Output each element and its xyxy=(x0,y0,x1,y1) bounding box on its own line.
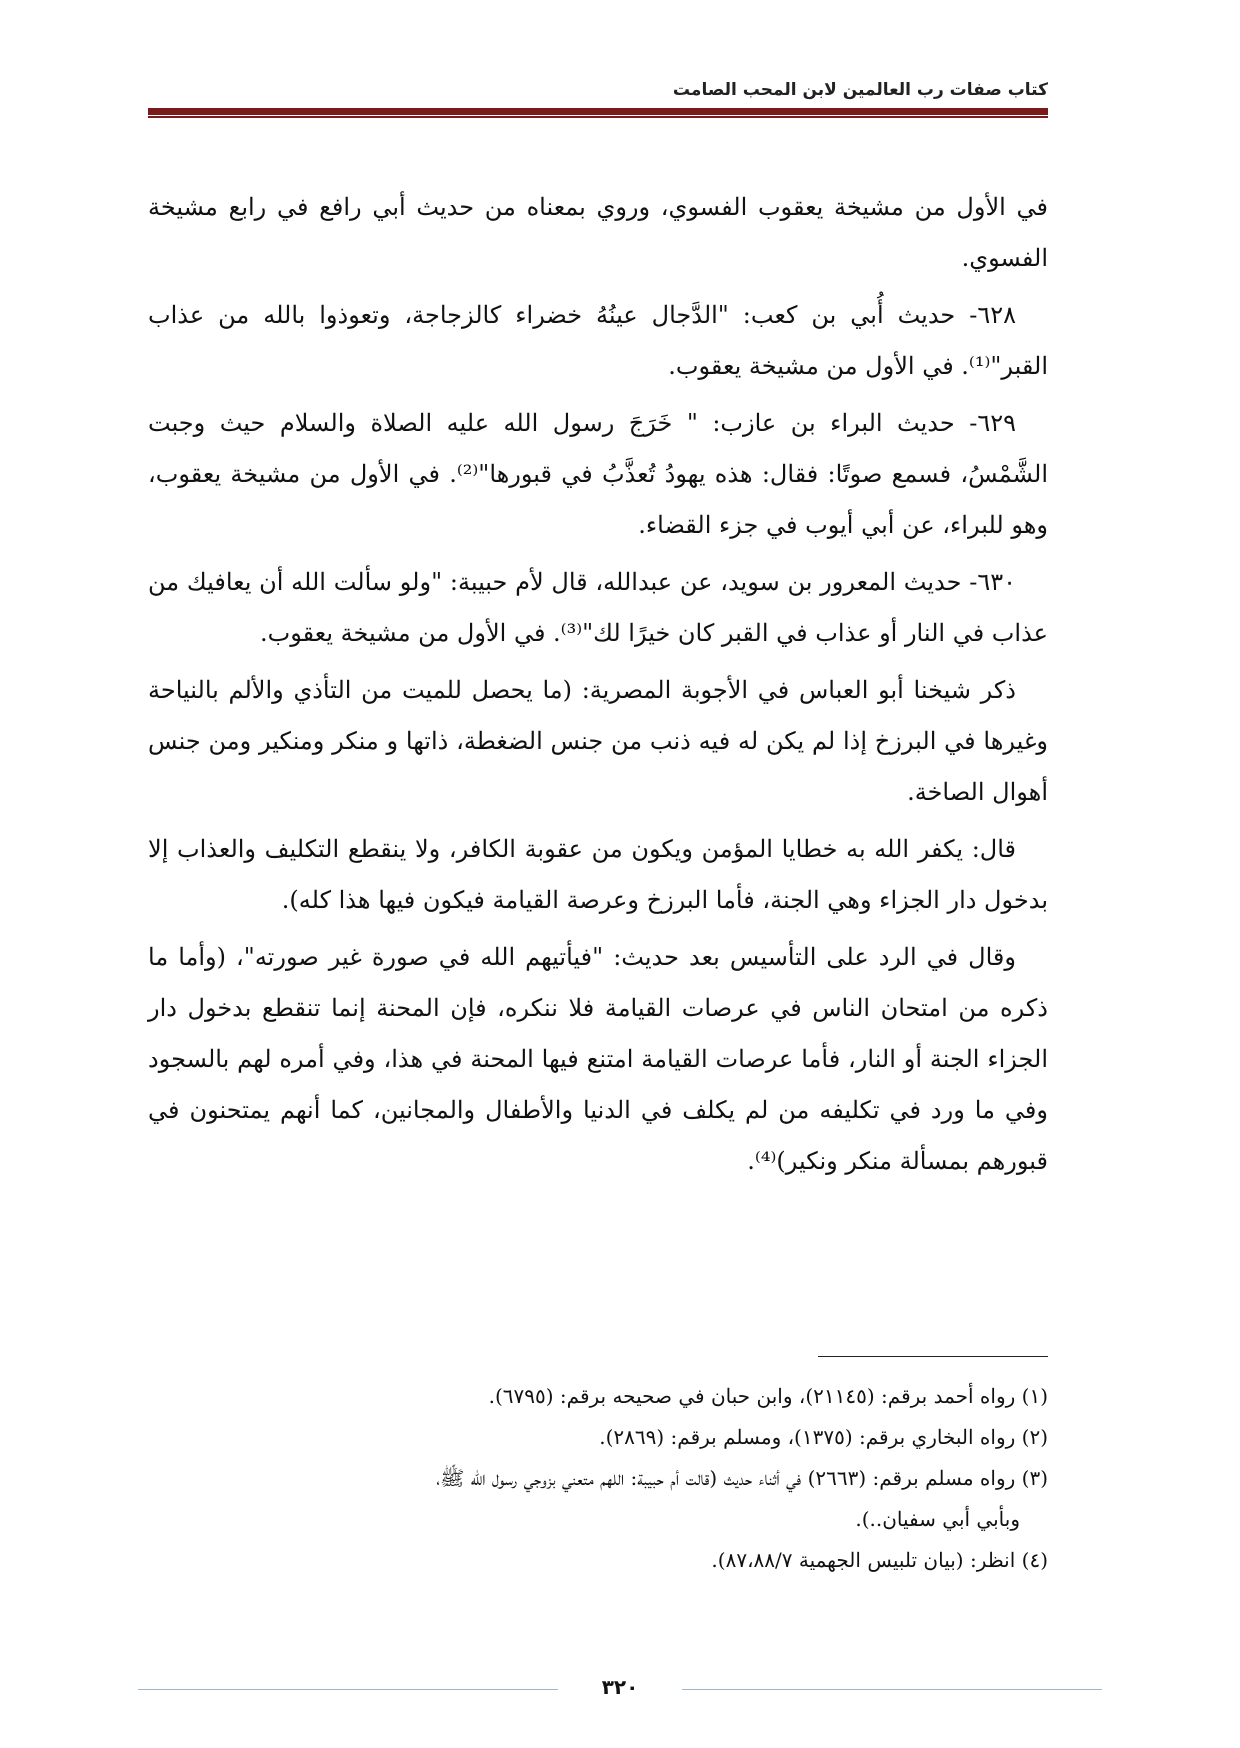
running-header: كتاب صفات رب العالمين لابن المحب الصامت xyxy=(672,80,1048,100)
paragraph-hadith-628: ٦٢٨- حديث أُبي بن كعب: "الدَّجال عينُهُ خضراء كالزجاجة، وتعوذوا بالله من عذاب القبر"⁽¹⁾. في الأول من مشيخة يعقوب. xyxy=(148,301,1048,380)
paragraph-ajwiba: ذكر شيخنا أبو العباس في الأجوبة المصرية: (ما يحصل للميت من التأذي والألم بالنياحة وغيرها في البرزخ إذا لم يكن له فيه ذنب من جنس الضغطة، ذاتها و منكر ومنكير ومن جنس أهوال الصاخة. xyxy=(148,676,1048,806)
paragraph-tasis: وقال في الرد على التأسيس بعد حديث: "فيأتيهم الله في صورة غير صورته"، (وأما ما ذكره من امتحان الناس في عرصات القيامة فلا ننكره، فإن المحنة إنما تنقطع بدخول دار الجزاء الجنة أو النار، فأما عرصات القيامة امتنع فيها المحنة في هذا، وفي أمره لهم بالسجود وفي ما ورد في تكليفه من لم يكلف في الدنيا والأطفال والمجانين، كما أنهم يمتحنون في قبورهم بمسألة منكر ونكير)⁽⁴⁾. xyxy=(148,943,1049,1175)
body-text xyxy=(148,182,1048,1193)
paragraph-1: في الأول من مشيخة يعقوب الفسوي، وروي بمعناه من حديث أبي رافع في رابع مشيخة الفسوي. xyxy=(148,193,1048,272)
footnote-3-continued: وبأبي أبي سفيان..). xyxy=(855,1507,1020,1531)
page-number: ٣٢٠ xyxy=(601,1675,639,1699)
footnote-1: (١) رواه أحمد برقم: (٢١١٤٥)، وابن حبان في صحيحه برقم: (٦٧٩٥). xyxy=(488,1384,1048,1408)
footnote-4: (٤) انظر: (بيان تلبيس الجهمية ٨٧،٨٨/٧). xyxy=(711,1548,1048,1572)
paragraph-hadith-630: ٦٣٠- حديث المعرور بن سويد، عن عبدالله، قال لأم حبيبة: "ولو سألت الله أن يعافيك من عذاب في النار أو عذاب في القبر كان خيرًا لك"⁽³⁾. في الأول من مشيخة يعقوب. xyxy=(148,568,1048,647)
header-rule xyxy=(148,108,1048,118)
footnote-separator xyxy=(818,1356,1048,1357)
footnote-2: (٢) رواه البخاري برقم: (١٣٧٥)، ومسلم برقم: (٢٨٦٩). xyxy=(599,1425,1048,1449)
footer-line-right xyxy=(682,1689,1102,1690)
footnote-3: (٣) رواه مسلم برقم: (٢٦٦٣) في أثناء حديث (قالت أم حبيبة: اللهم متعني بزوجي رسول الله ﷺ، xyxy=(436,1466,1048,1490)
footnotes xyxy=(148,1376,1048,1581)
footer-line-left xyxy=(138,1689,558,1690)
paragraph-qala: قال: يكفر الله به خطايا المؤمن ويكون من عقوبة الكافر، ولا ينقطع التكليف والعذاب إلا بدخول دار الجزاء وهي الجنة، فأما البرزخ وعرصة القيامة فيكون فيها هذا كله). xyxy=(148,835,1048,914)
paragraph-hadith-629: ٦٢٩- حديث البراء بن عازب: " خَرَجَ رسول الله عليه الصلاة والسلام حيث وجبت الشَّمْسُ، فسمع صوتًا: فقال: هذه يهودُ تُعذَّبُ في قبورها"⁽²⁾. في الأول من مشيخة يعقوب، وهو للبراء، عن أبي أيوب في جزء القضاء. xyxy=(148,409,1049,539)
